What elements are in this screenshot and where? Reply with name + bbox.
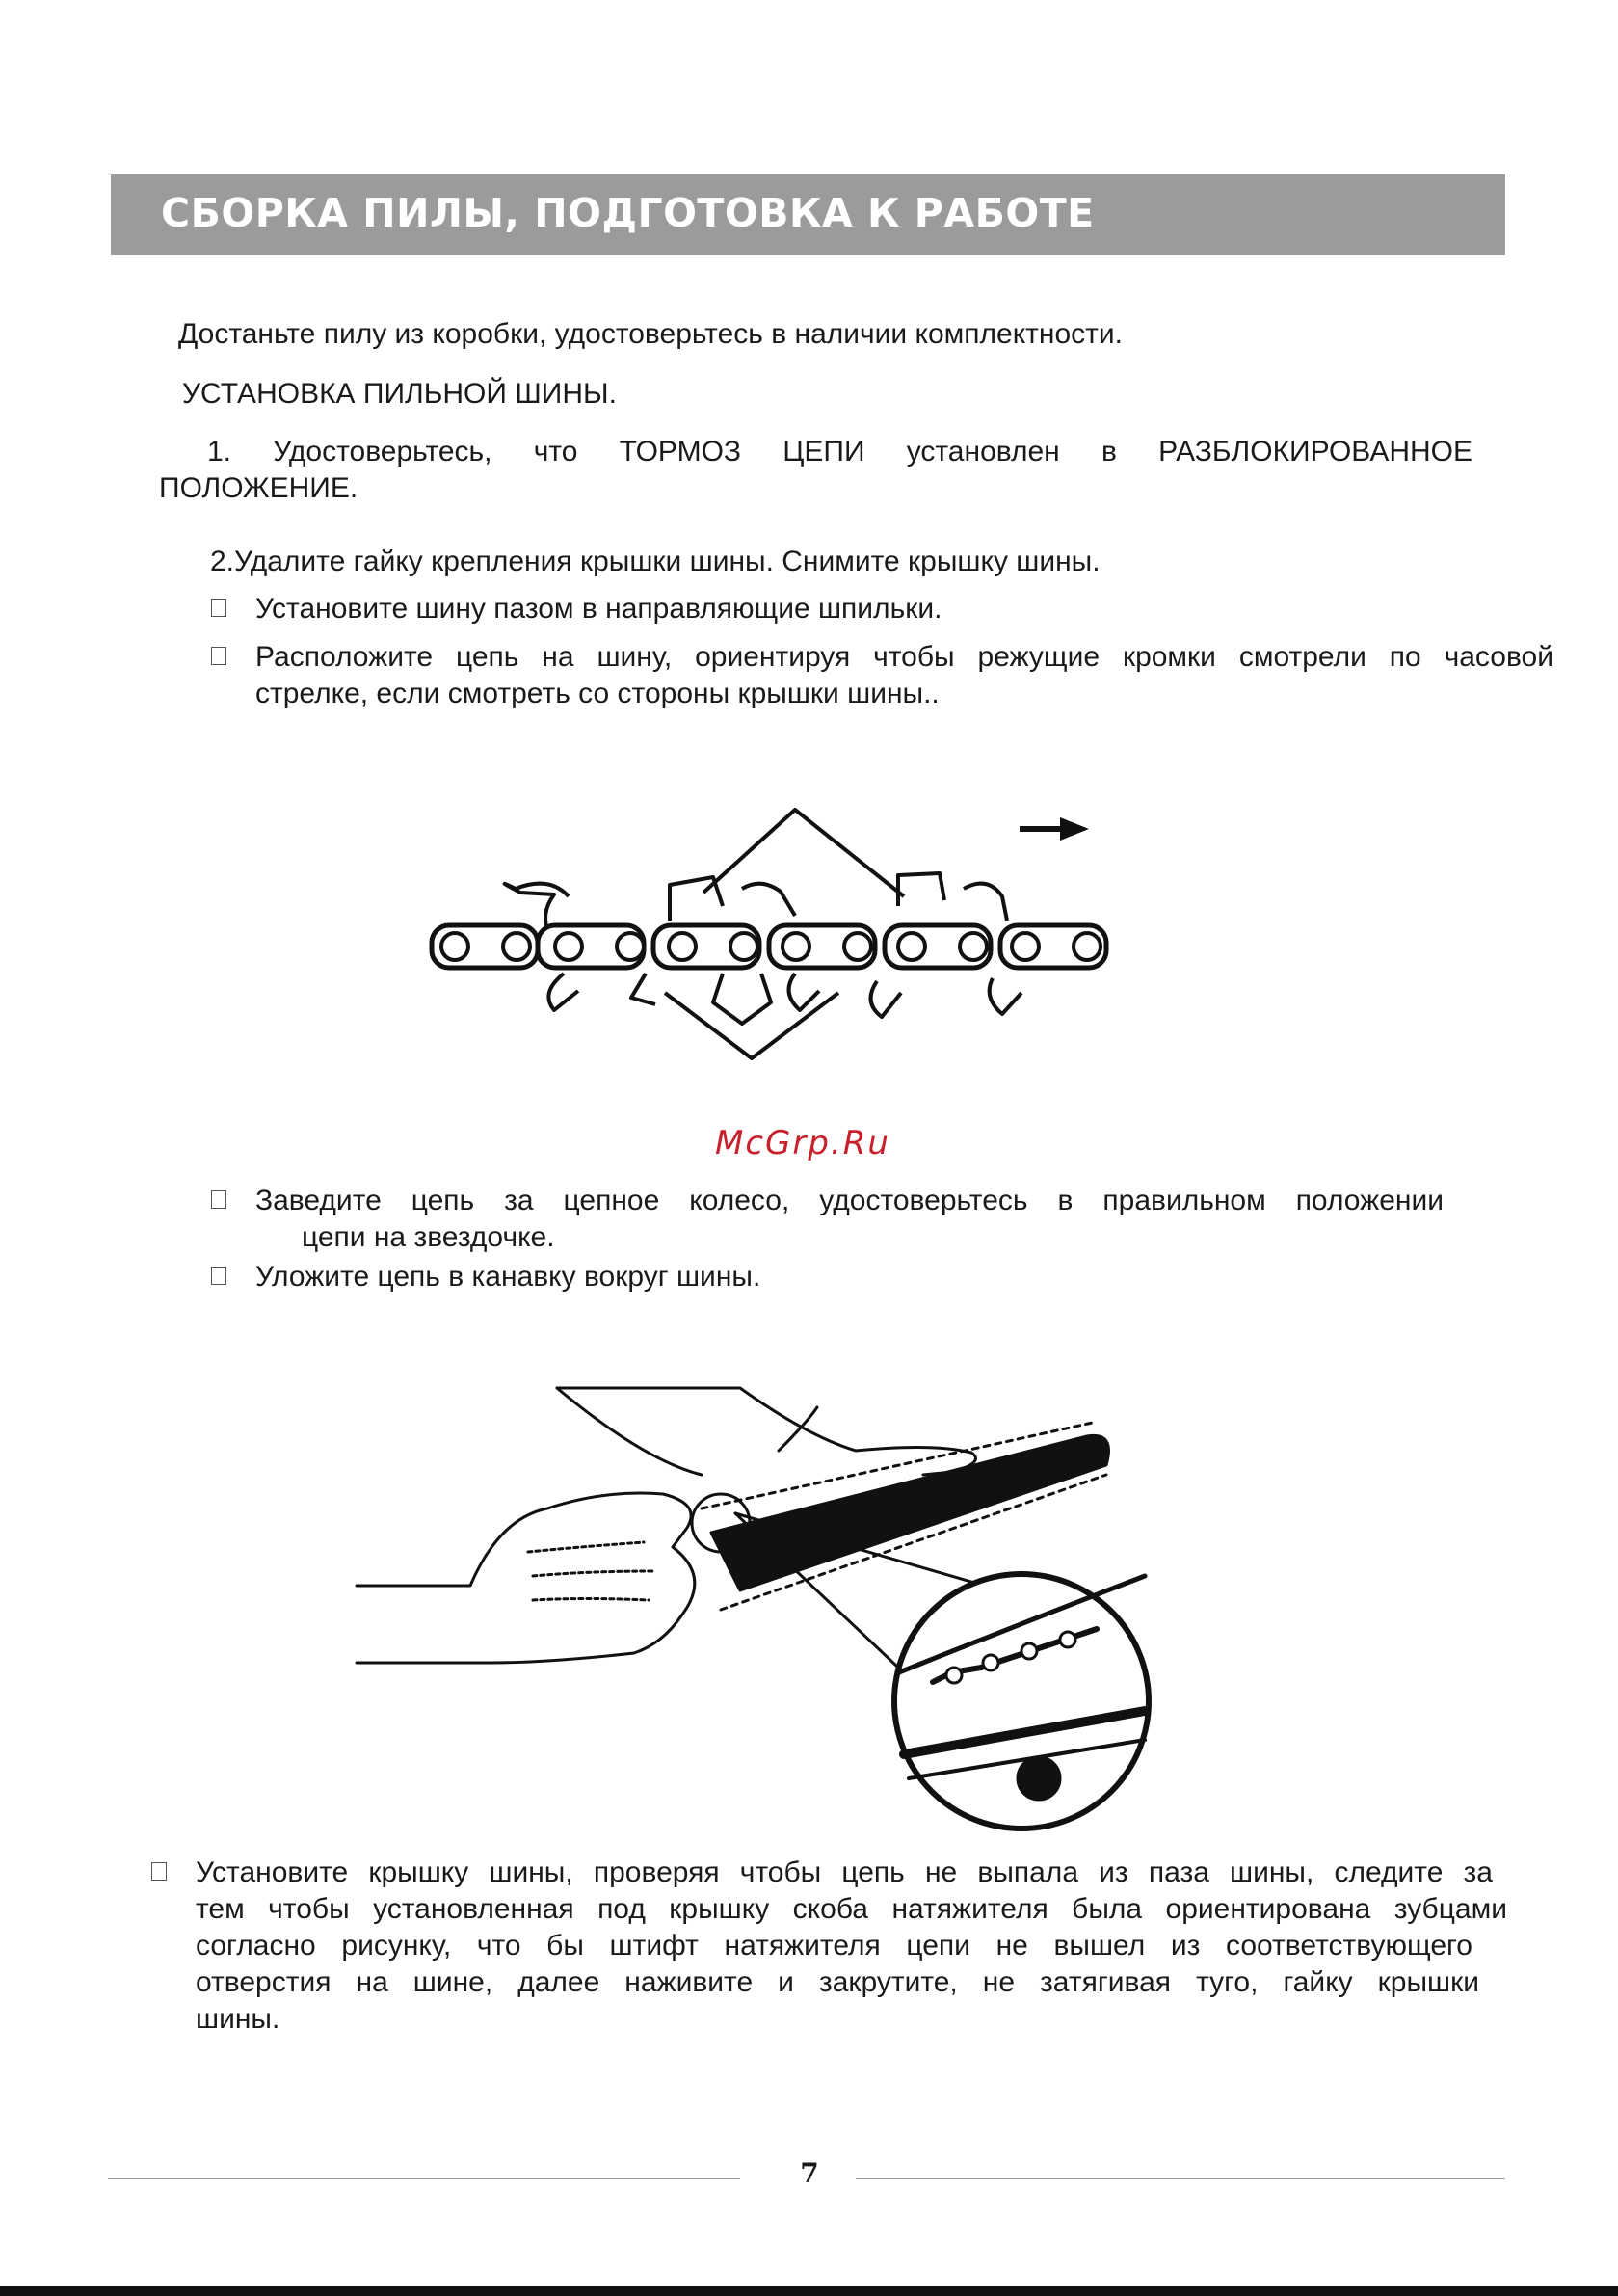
bullet-box-icon [211,1190,226,1209]
final-bullet-line5: шины. [196,2003,280,2035]
step1-line1: 1. Удостоверьтесь, что ТОРМОЗ ЦЕПИ установлен в РАЗБЛОКИРОВАННОЕ [207,436,1472,467]
intro-text: Достаньте пилу из коробки, удостоверьтесь в наличии комплектности. [178,318,1123,350]
bullet-groove: Уложите цепь в канавку вокруг шины. [255,1261,761,1293]
bullet-box-icon [211,599,226,617]
bullet-place-chain-line2: стрелке, если смотреть со стороны крышки шины.. [255,678,940,709]
chain-direction-diagram [424,800,1137,1070]
final-bullet-line4: отверстия на шине, далее наживите и закрутите, не затягивая туго, гайку крышки [196,1966,1479,1998]
bullet-box-icon [211,647,226,665]
final-bullet-line3: согласно рисунку, что бы штифт натяжителя цепи не вышел из соответствующего [196,1930,1472,1962]
footer-rule-right [856,2178,1505,2179]
section-title-heading: СБОРКА ПИЛЫ, ПОДГОТОВКА К РАБОТЕ [161,190,1095,236]
bullet-place-chain-line1: Расположите цепь на шину, ориентируя чтобы режущие кромки смотрели по часовой [255,641,1553,673]
page-bottom-edge [0,2286,1618,2296]
bullet-box-icon [151,1862,167,1881]
bullet-sprocket-line2: цепи на звездочке. [302,1221,555,1253]
section-header-bar [111,174,1505,255]
bullet-box-icon [211,1267,226,1285]
watermark-text: McGrp.Ru [715,1124,890,1162]
bullet-sprocket-line1: Заведите цепь за цепное колесо, удостоверьтесь в правильном положении [255,1185,1444,1216]
bullet-install-bar: Установите шину пазом в направляющие шпильки. [255,593,942,625]
final-bullet-line2: тем чтобы установленная под крышку скоба натяжителя была ориентирована зубцами [196,1893,1507,1925]
final-bullet-line1: Установите крышку шины, проверяя чтобы цепь не выпала из паза шины, следите за [196,1856,1493,1888]
hands-installing-chain-illustration [355,1383,1203,1817]
footer-rule-left [108,2178,740,2179]
subsection-title: УСТАНОВКА ПИЛЬНОЙ ШИНЫ. [182,378,617,410]
direction-arrow-icon [1020,817,1089,841]
step2-text: 2.Удалите гайку крепления крышки шины. Снимите крышку шины. [210,546,1101,577]
step1-line2: ПОЛОЖЕНИЕ. [159,472,358,504]
page-number: 7 [800,2157,819,2189]
